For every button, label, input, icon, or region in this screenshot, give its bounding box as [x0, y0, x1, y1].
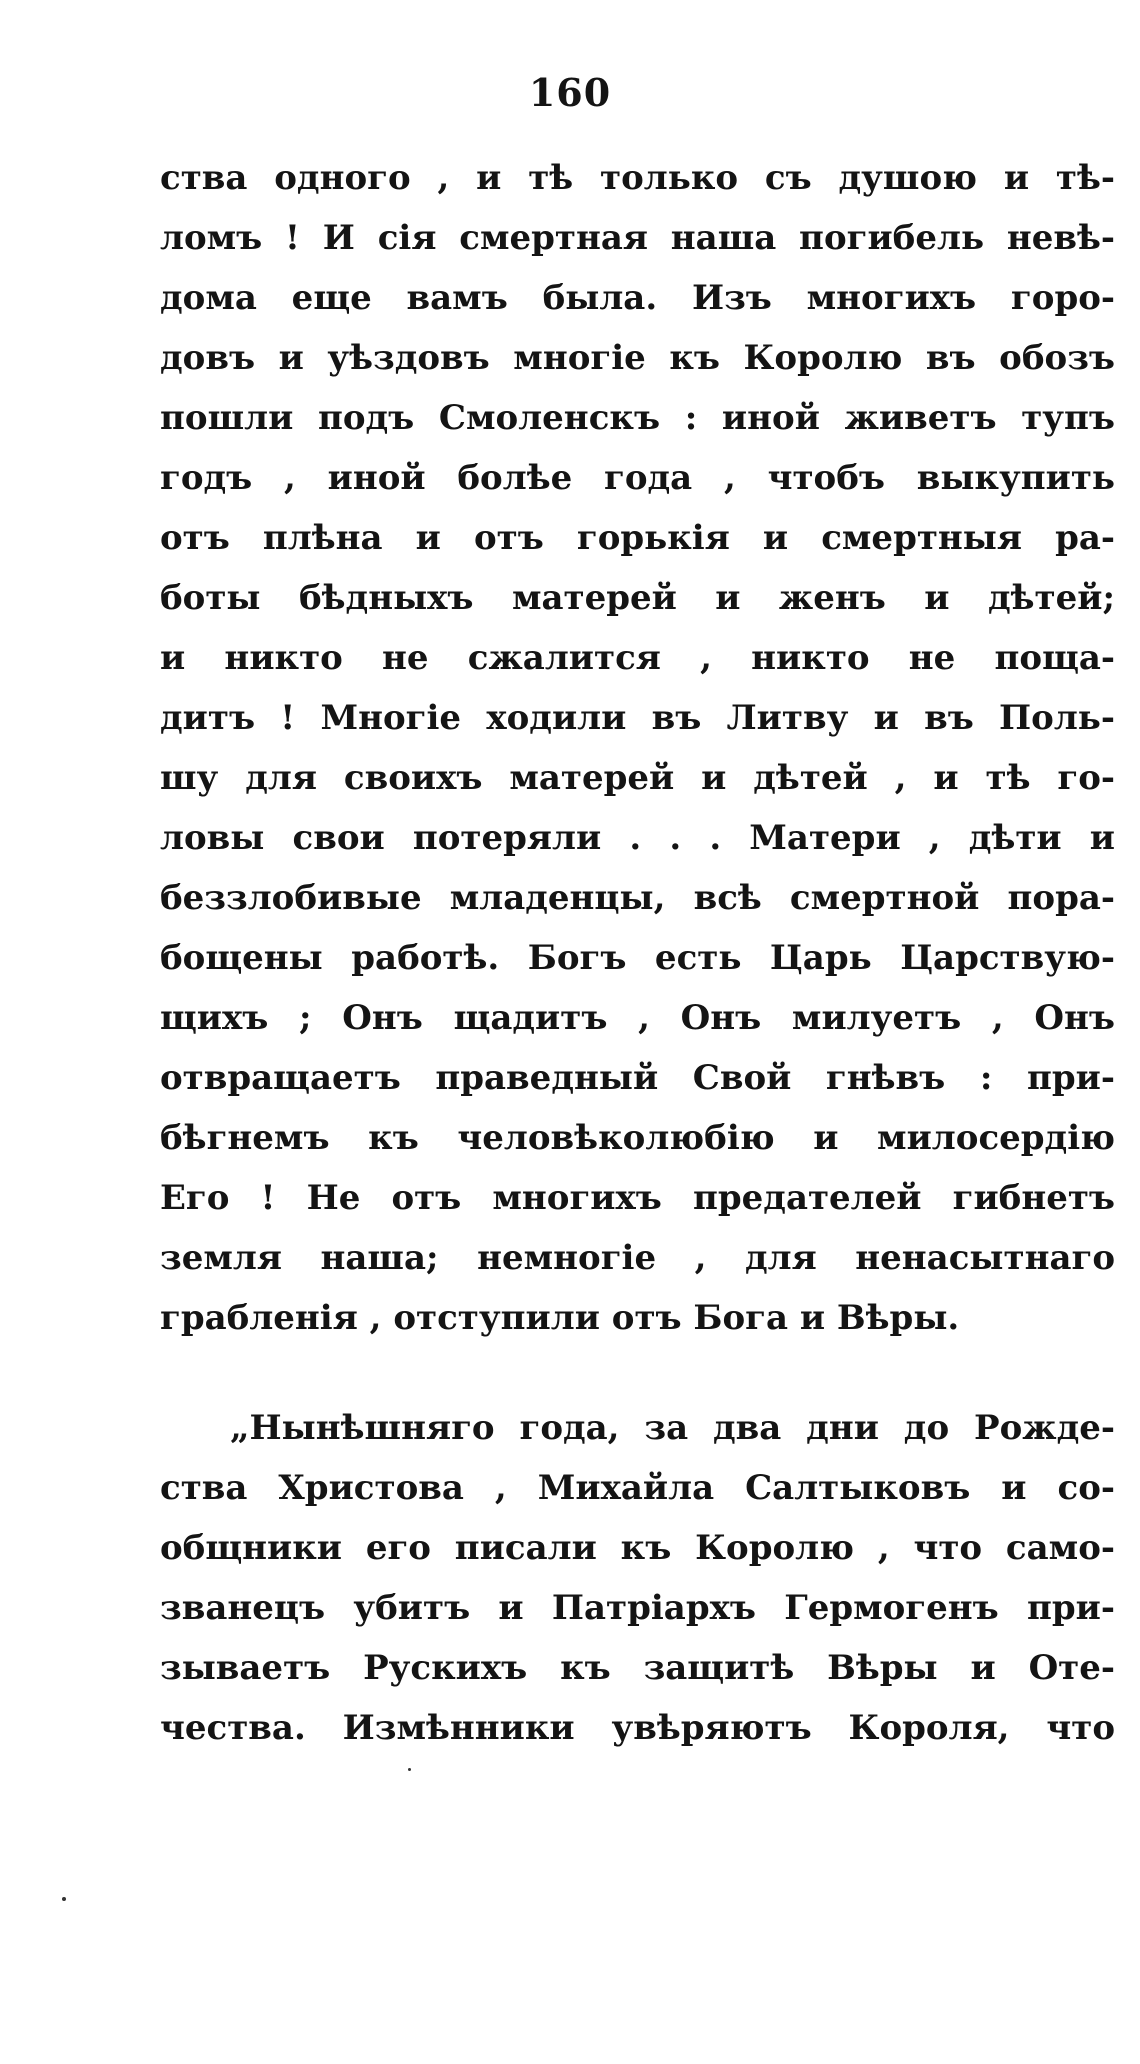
- text-line: Его ! Не отъ многихъ предателей гибнетъ: [160, 1178, 1115, 1218]
- text-line: ломъ ! И сія смертная наша погибель невѣ-: [160, 218, 1115, 258]
- text-line: бощены работѣ. Богъ есть Царь Царствую-: [160, 938, 1115, 978]
- text-line: довъ и уѣздовъ многіе къ Королю въ обозъ: [160, 338, 1115, 378]
- print-speck: [62, 1897, 66, 1901]
- text-line: годъ , иной болѣе года , чтобъ выкупить: [160, 458, 1115, 498]
- text-line: боты бѣдныхъ матерей и женъ и дѣтей;: [160, 578, 1115, 618]
- text-line: ства Христова , Михайла Салтыковъ и со-: [160, 1468, 1115, 1508]
- text-line: беззлобивые младенцы, всѣ смертной пора-: [160, 878, 1115, 918]
- text-line: „Нынѣшняго года, за два дни до Рожде-: [230, 1408, 1115, 1448]
- paragraph-1: [160, 148, 1115, 1348]
- text-line: земля наша; немногіе , для ненасытнаго: [160, 1238, 1115, 1278]
- paragraph-2: [160, 1398, 1115, 1758]
- text-line: отъ плѣна и отъ горькія и смертныя ра-: [160, 518, 1115, 558]
- text-line: дома еще вамъ была. Изъ многихъ горо-: [160, 278, 1115, 318]
- text-line: званецъ убитъ и Патріархъ Гермогенъ при-: [160, 1588, 1115, 1628]
- text-line: ства одного , и тѣ только съ душою и тѣ-: [160, 158, 1115, 198]
- text-line: бѣгнемъ къ человѣколюбію и милосердію: [160, 1118, 1115, 1158]
- text-line: щихъ ; Онъ щадитъ , Онъ милуетъ , Онъ: [160, 998, 1115, 1038]
- text-line: пошли подъ Смоленскъ : иной живетъ тупъ: [160, 398, 1115, 438]
- text-line: общники его писали къ Королю , что само-: [160, 1528, 1115, 1568]
- print-speck: [408, 1768, 411, 1771]
- text-line: зываетъ Рускихъ къ защитѣ Вѣры и Оте-: [160, 1648, 1115, 1688]
- text-line: чества. Измѣнники увѣряютъ Короля, что: [160, 1708, 1115, 1748]
- page-number: 160: [528, 70, 612, 115]
- text-line: ловы свои потеряли . . . Матери , дѣти и: [160, 818, 1115, 858]
- text-line: отвращаетъ праведный Свой гнѣвъ : при-: [160, 1058, 1115, 1098]
- text-line: дитъ ! Многіе ходили въ Литву и въ Поль-: [160, 698, 1115, 738]
- text-line: и никто не сжалится , никто не пощa-: [160, 638, 1115, 678]
- text-line: шу для своихъ матерей и дѣтей , и тѣ го-: [160, 758, 1115, 798]
- text-line: грабленія , отступили отъ Бога и Вѣры.: [160, 1298, 960, 1338]
